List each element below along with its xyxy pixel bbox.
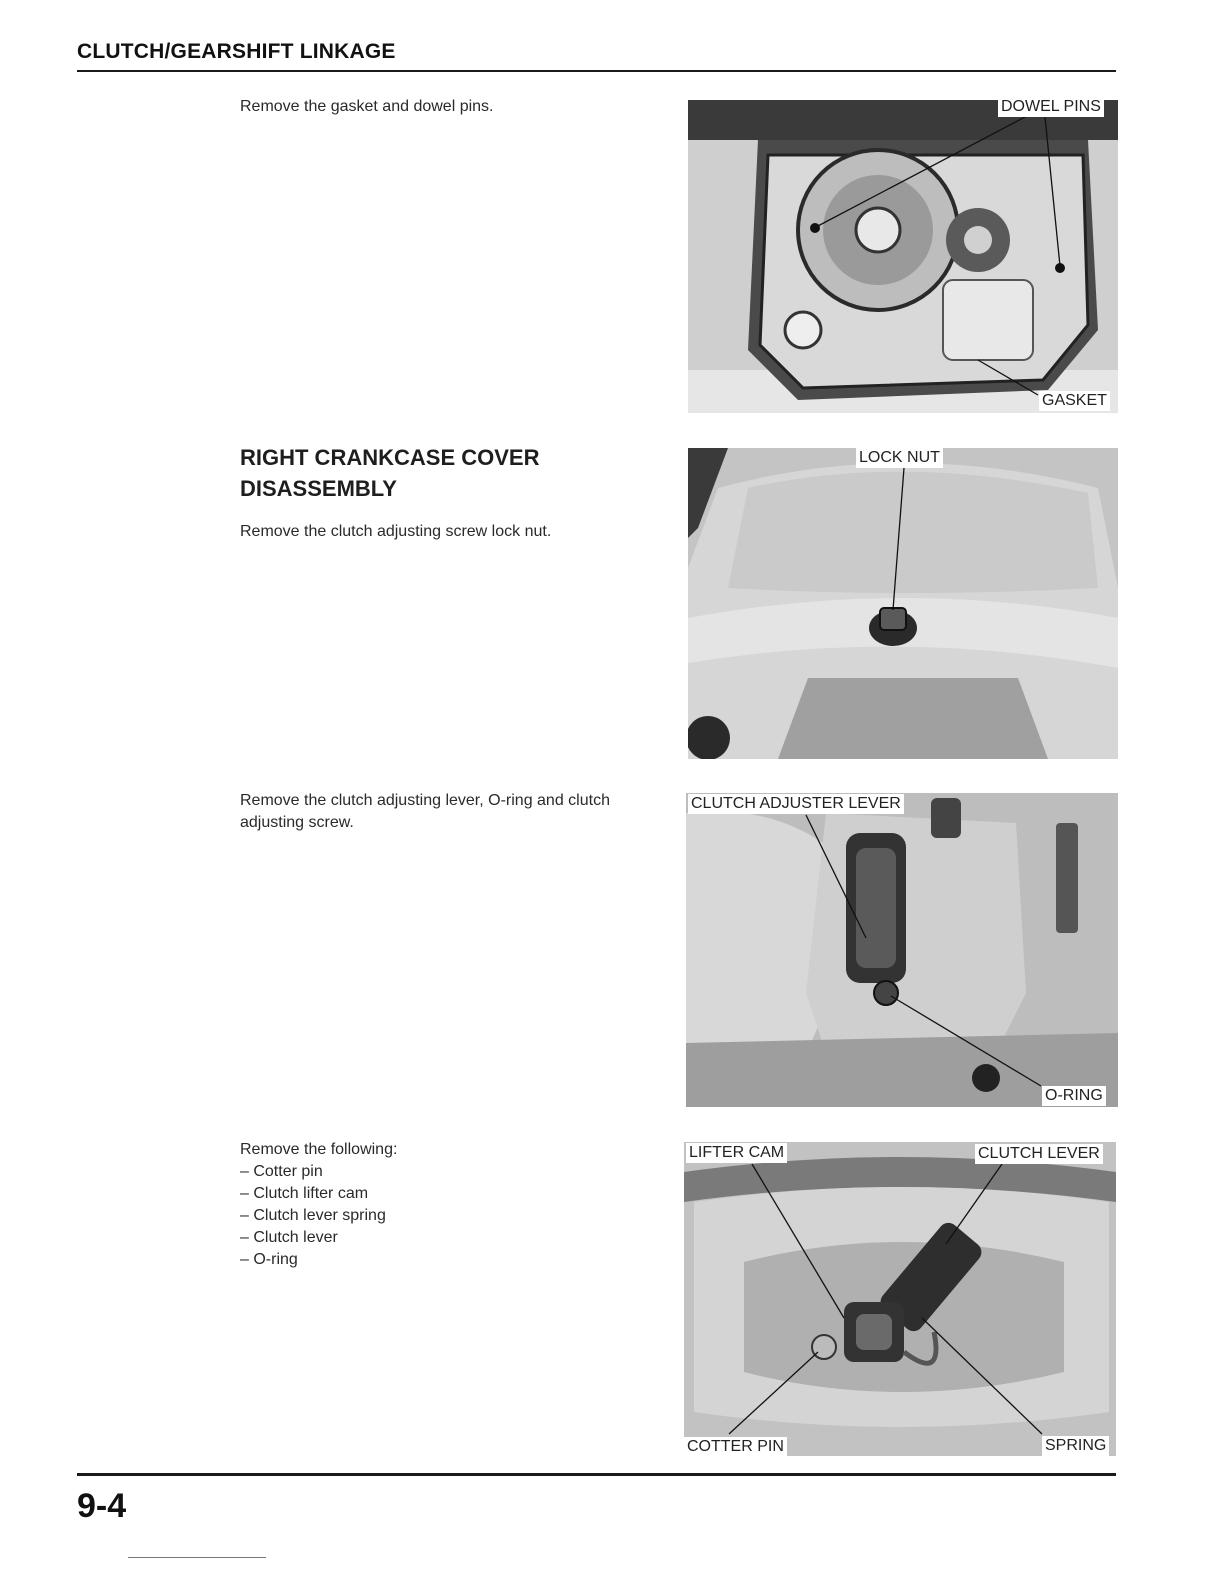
header-rule (77, 70, 1116, 72)
label-spring: SPRING (1042, 1436, 1109, 1456)
step3-line1: Remove the clutch adjusting lever, O-ring and clutch (240, 792, 610, 809)
step4-intro: Remove the following: (240, 1141, 398, 1158)
removal-list (240, 1161, 397, 1271)
photo-clutch-lifter-assembly (684, 1142, 1116, 1456)
label-clutch-adjuster-lever: CLUTCH ADJUSTER LEVER (688, 794, 904, 814)
section-heading-line1: RIGHT CRANKCASE COVER (240, 445, 540, 470)
photo-clutch-adjuster-lever (686, 793, 1118, 1107)
photo-gasket-dowel-pins (688, 100, 1118, 413)
footer-link-underline[interactable] (128, 1557, 266, 1558)
label-clutch-lever: CLUTCH LEVER (975, 1144, 1103, 1164)
step2-instruction: Remove the clutch adjusting screw lock nut. (240, 523, 552, 540)
step1-instruction: Remove the gasket and dowel pins. (240, 98, 494, 115)
list-item: – O-ring (240, 1249, 397, 1271)
page-number: 9-4 (77, 1487, 127, 1525)
step3-instruction (240, 790, 610, 834)
label-o-ring: O-RING (1042, 1086, 1106, 1106)
list-item: – Clutch lever spring (240, 1205, 397, 1227)
list-item: – Cotter pin (240, 1161, 397, 1183)
section-heading-line2: DISASSEMBLY (240, 476, 397, 501)
step3-line2: adjusting screw. (240, 814, 354, 831)
label-gasket: GASKET (1039, 391, 1110, 411)
step4-instruction (240, 1139, 397, 1271)
label-cotter-pin: COTTER PIN (684, 1437, 787, 1456)
label-dowel-pins: DOWEL PINS (998, 100, 1104, 117)
photo-lock-nut (688, 448, 1118, 759)
section-header-title: CLUTCH/GEARSHIFT LINKAGE (77, 40, 396, 63)
footer-rule (77, 1473, 1116, 1476)
section-heading (240, 442, 539, 504)
list-item: – Clutch lever (240, 1227, 397, 1249)
label-lock-nut: LOCK NUT (856, 448, 943, 468)
label-lifter-cam: LIFTER CAM (686, 1143, 787, 1163)
list-item: – Clutch lifter cam (240, 1183, 397, 1205)
